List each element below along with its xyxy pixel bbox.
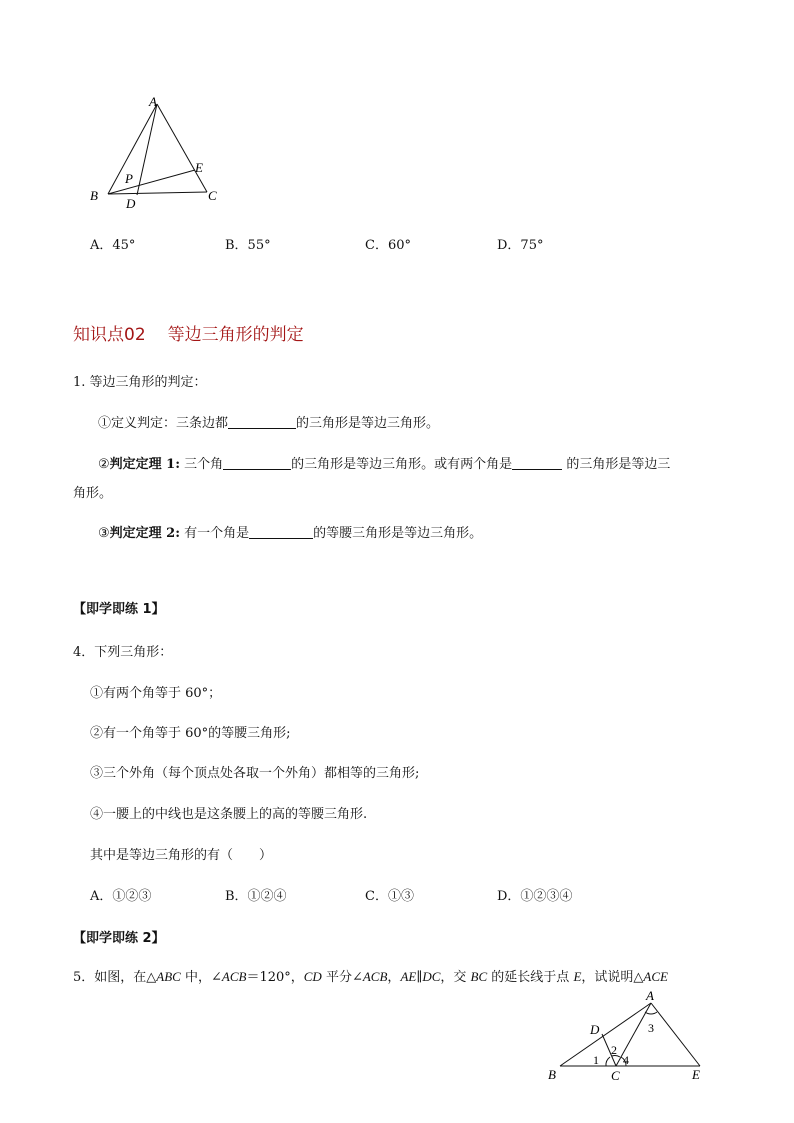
- theorem2-text-b: 的等腰三角形是等边三角形。: [313, 526, 483, 541]
- exercise1-option-a[interactable]: A．①②③: [90, 889, 152, 904]
- definition-text-post: 的三角形是等边三角形。: [296, 416, 440, 431]
- label-e: E: [195, 160, 203, 175]
- q-dc: DC: [422, 969, 441, 984]
- q-abc: ABC: [156, 969, 181, 984]
- definition-line: [98, 412, 439, 431]
- label-d2: D: [590, 1022, 600, 1037]
- blank-2[interactable]: [223, 455, 291, 470]
- q-part-7: ，交: [440, 970, 471, 985]
- option-b[interactable]: B．55°: [225, 238, 271, 253]
- exercise2-question: [73, 966, 668, 985]
- exercise1-item-4: ④一腰上的中线也是这条腰上的高的等腰三角形.: [90, 807, 368, 822]
- theorem2-label: 判定定理 2:: [109, 526, 181, 541]
- exercise1-item-1: ①有两个角等于 60°；: [90, 686, 222, 701]
- label-b: B: [90, 188, 98, 203]
- blank-4[interactable]: [249, 524, 313, 539]
- theorem1-text-c: 的三角形是等边三: [562, 457, 671, 472]
- q-bc: BC: [470, 969, 488, 984]
- blank-3[interactable]: [512, 455, 562, 470]
- exercise1-option-d[interactable]: D．①②③④: [497, 889, 573, 904]
- label-d: D: [126, 196, 136, 211]
- q-part-2: 中，∠: [180, 970, 222, 985]
- exercise1-question: 4．下列三角形：: [73, 645, 173, 660]
- blank-1[interactable]: [228, 414, 296, 429]
- section-title-prefix: 知识点02: [73, 325, 146, 345]
- q-part-1: 5．如图，在△: [73, 970, 157, 985]
- q-part-9: ，试说明△: [581, 970, 644, 985]
- label-a2: A: [646, 990, 654, 1003]
- theorem1-line: [98, 453, 670, 472]
- label-c2: C: [611, 1068, 620, 1083]
- label-c: C: [208, 188, 217, 203]
- theorem1-text-b: 的三角形是等边三角形。或有两个角是: [291, 457, 513, 472]
- exercise1-option-b[interactable]: B．①②④: [225, 889, 287, 904]
- q-cd: CD: [303, 969, 322, 984]
- label-p: P: [125, 171, 133, 186]
- triangle-figure-ace: [540, 990, 740, 1085]
- theorem2-marker: ③: [98, 526, 110, 541]
- option-d[interactable]: D．75°: [497, 238, 544, 253]
- theorem2-line: [98, 522, 482, 541]
- angle-3: 3: [648, 1021, 654, 1035]
- label-e2: E: [692, 1067, 700, 1082]
- q-part-5: ，: [387, 970, 401, 985]
- exercise1-option-c[interactable]: C．①③: [365, 889, 414, 904]
- q-part-4: 平分∠: [321, 970, 363, 985]
- q-acb: ACB: [221, 969, 247, 984]
- option-a[interactable]: A．45°: [90, 238, 136, 253]
- theorem1-text-a: 三个角: [180, 457, 224, 472]
- q-part-6: ∥: [416, 970, 423, 985]
- exercise1-prompt: 其中是等边三角形的有（ ）: [90, 848, 273, 863]
- exercise1-tag: 【即学即练 1】: [73, 602, 165, 617]
- label-a: A: [149, 94, 157, 109]
- section-title-text: 等边三角形的判定: [167, 325, 304, 345]
- point1-heading: 1. 等边三角形的判定：: [73, 375, 207, 390]
- theorem1-marker: ②: [98, 457, 110, 472]
- triangle-figure-abp: [85, 92, 225, 212]
- q-acb-2: ACB: [362, 969, 388, 984]
- q-ace: ACE: [643, 969, 668, 984]
- section-title: [73, 320, 304, 345]
- angle-1: 1: [593, 1053, 599, 1067]
- definition-text-pre: ①定义判定：三条边都: [98, 416, 229, 431]
- angle-2: 2: [611, 1043, 617, 1057]
- exercise1-item-3: ③三个外角（每个顶点处各取一个外角）都相等的三角形;: [90, 766, 420, 781]
- q-e: E: [573, 969, 582, 984]
- theorem1-wrap: 角形。: [73, 486, 113, 501]
- exercise2-tag: 【即学即练 2】: [73, 931, 165, 946]
- label-b2: B: [548, 1067, 556, 1082]
- q-ae: AE: [400, 969, 417, 984]
- angle-4: 4: [623, 1053, 629, 1067]
- exercise1-item-2: ②有一个角等于 60°的等腰三角形;: [90, 726, 291, 741]
- theorem2-text-a: 有一个角是: [180, 526, 250, 541]
- theorem1-label: 判定定理 1:: [109, 457, 181, 472]
- q-part-8: 的延长线于点: [487, 970, 574, 985]
- q-part-3: ＝120°，: [246, 970, 304, 985]
- option-c[interactable]: C．60°: [365, 238, 411, 253]
